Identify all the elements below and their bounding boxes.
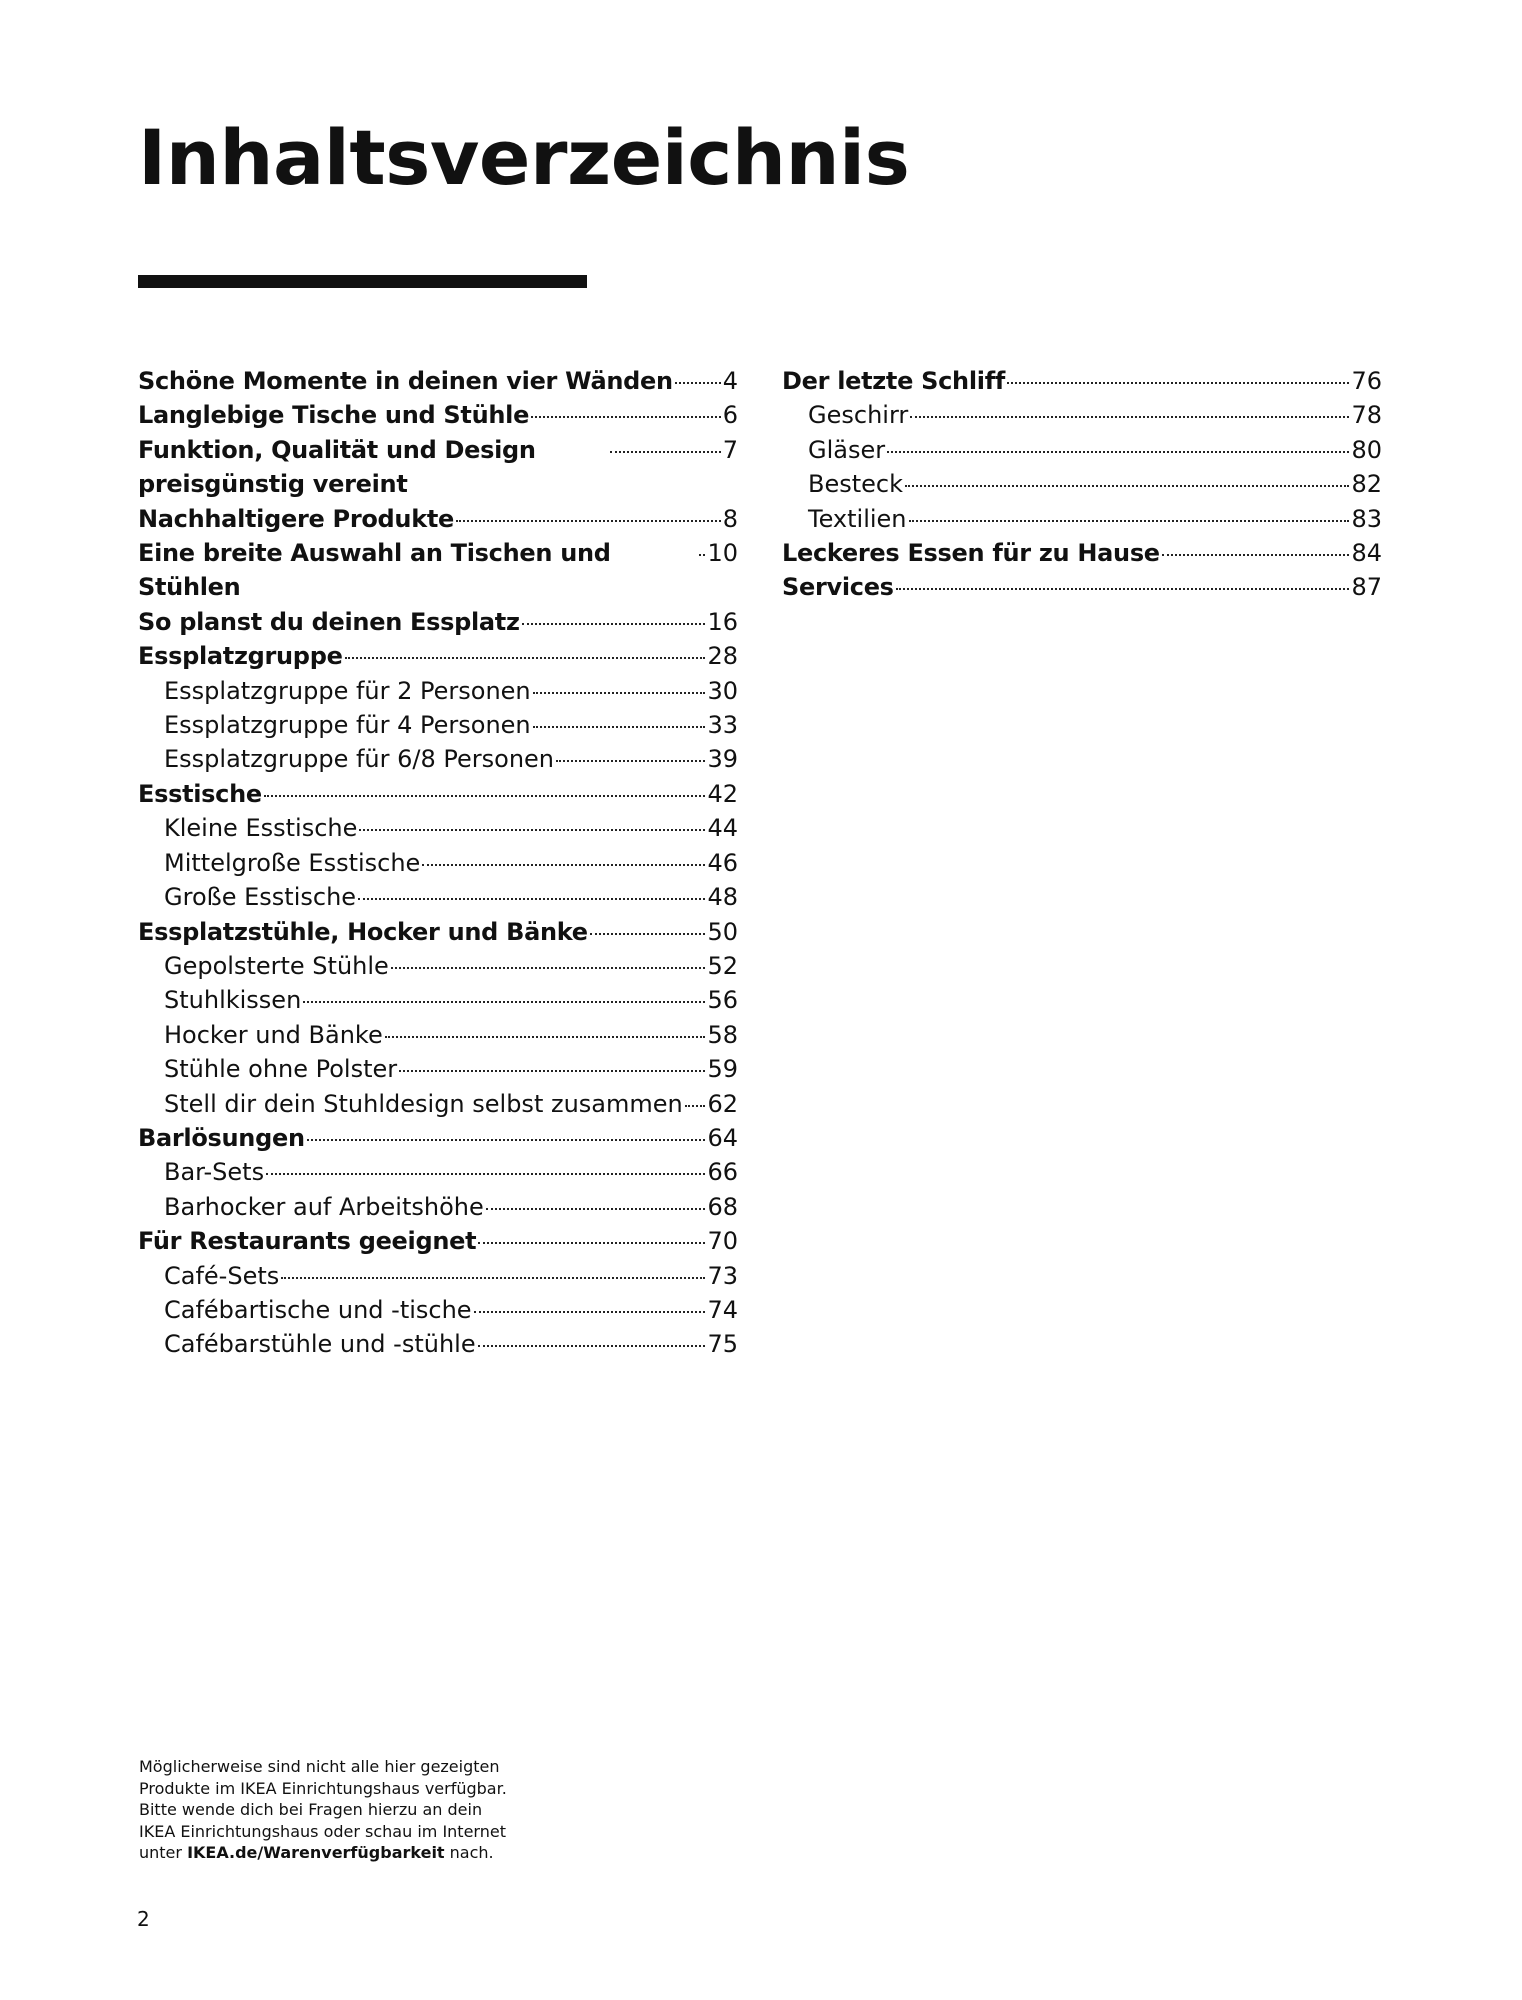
toc-dot-leader: [307, 1139, 706, 1141]
toc-entry-besteck[interactable]: [782, 467, 1382, 501]
toc-entry-label: Textilien: [808, 504, 907, 533]
toc-entry-hocker-und-baenke[interactable]: [138, 1018, 738, 1052]
toc-entry-page-number: 4: [722, 367, 738, 395]
toc-entry-leckeres-essen-fuer-zu-hause[interactable]: [782, 536, 1382, 570]
toc-entry-geschirr[interactable]: [782, 398, 1382, 432]
toc-dot-leader: [345, 657, 706, 659]
toc-dot-leader: [531, 416, 721, 418]
toc-entry-page-number: 64: [707, 1123, 738, 1152]
toc-dot-leader: [1007, 382, 1349, 384]
toc-dot-leader: [422, 864, 705, 866]
toc-entry-page-number: 46: [707, 848, 738, 877]
toc-entry-label: Stell dir dein Stuhldesign selbst zusammen: [164, 1089, 683, 1118]
toc-entry-barloesungen[interactable]: [138, 1121, 738, 1155]
toc-dot-leader: [556, 760, 705, 762]
toc-entry-label: Nachhaltigere Produkte: [138, 504, 455, 533]
toc-dot-leader: [610, 451, 721, 453]
toc-entry-fuer-restaurants-geeignet[interactable]: [138, 1224, 738, 1258]
toc-entry-textilien[interactable]: [782, 502, 1382, 536]
toc-dot-leader: [385, 1036, 706, 1038]
toc-dot-leader: [533, 692, 706, 694]
toc-entry-funktion-qualitaet-und-design-preisguenstig-vereint[interactable]: [138, 433, 738, 502]
page-number: 2: [137, 1907, 150, 1931]
toc-entry-page-number: 68: [707, 1192, 738, 1221]
toc-entry-label: Leckeres Essen für zu Hause: [782, 539, 1160, 568]
toc-entry-page-number: 7: [722, 435, 738, 464]
toc-dot-leader: [264, 795, 706, 797]
toc-entry-kleine-esstische[interactable]: [138, 811, 738, 845]
toc-dot-leader: [474, 1311, 706, 1313]
toc-entry-langlebige-tische-und-stuehle[interactable]: [138, 398, 738, 432]
toc-entry-label: Stühle ohne Polster: [164, 1055, 398, 1084]
toc-entry-mittelgrosse-esstische[interactable]: [138, 846, 738, 880]
toc-entry-label: Kleine Esstische: [164, 814, 358, 843]
toc-entry-page-number: 70: [707, 1227, 738, 1256]
toc-entry-page-number: 73: [707, 1261, 738, 1290]
toc-dot-leader: [456, 520, 721, 522]
toc-entry-bar-sets[interactable]: [138, 1155, 738, 1189]
availability-link[interactable]: IKEA.de/Warenverfügbarkeit: [187, 1843, 445, 1863]
toc-entry-page-number: 33: [707, 711, 738, 740]
toc-entry-page-number: 8: [722, 504, 738, 533]
toc-entry-label: Essplatzstühle, Hocker und Bänke: [138, 917, 588, 946]
toc-entry-label: Geschirr: [808, 401, 909, 430]
toc-entry-essplatzgruppe-fuer-2-personen[interactable]: [138, 674, 738, 708]
toc-dot-leader: [478, 1242, 705, 1244]
toc-entry-label: Funktion, Qualität und Design preisgünstig vereint: [138, 435, 536, 499]
toc-entry-label: Barlösungen: [138, 1123, 305, 1152]
toc-dot-leader: [590, 933, 706, 935]
toc-entry-essplatzstuehle-hocker-und-baenke[interactable]: [138, 915, 738, 949]
toc-entry-page-number: 50: [707, 917, 738, 946]
toc-entry-label: Essplatzgruppe: [138, 642, 343, 671]
toc-dot-leader: [675, 382, 721, 384]
toc-entry-cafebartische-und-tische[interactable]: [138, 1293, 738, 1327]
toc-dot-leader: [391, 967, 706, 969]
toc-dot-leader: [486, 1208, 706, 1210]
toc-dot-leader: [303, 1001, 705, 1003]
toc-dot-leader: [266, 1173, 705, 1175]
toc-entry-page-number: 83: [1351, 504, 1382, 533]
toc-dot-leader: [699, 554, 705, 556]
toc-dot-leader: [896, 588, 1350, 590]
toc-entry-page-number: 62: [707, 1089, 738, 1118]
toc-entry-stuhlkissen[interactable]: [138, 983, 738, 1017]
toc-entry-label: Cafébartische und -tische: [164, 1295, 472, 1324]
toc-entry-cafe-sets[interactable]: [138, 1259, 738, 1293]
toc-entry-cafebarstuehle-und-stuehle[interactable]: [138, 1327, 738, 1361]
toc-dot-leader: [909, 520, 1350, 522]
toc-dot-leader: [281, 1277, 705, 1279]
toc-entry-services[interactable]: [782, 570, 1382, 604]
toc-entry-label: Esstische: [138, 779, 262, 808]
footnote-line-prefix: unter: [139, 1843, 188, 1863]
toc-entry-label: Der letzte Schliff: [782, 367, 1005, 395]
toc-entry-essplatzgruppe[interactable]: [138, 639, 738, 673]
toc-entry-der-letzte-schliff[interactable]: [782, 364, 1382, 398]
toc-dot-leader: [905, 485, 1349, 487]
toc-column-left: [138, 364, 738, 1362]
title-underline-bar: [138, 275, 587, 288]
toc-entry-label: Große Esstische: [164, 883, 357, 912]
toc-dot-leader: [399, 1070, 705, 1072]
toc-entry-page-number: 56: [707, 986, 738, 1015]
toc-entry-label: Gepolsterte Stühle: [164, 951, 389, 980]
toc-entry-page-number: 80: [1351, 435, 1382, 464]
toc-entry-page-number: 10: [707, 539, 738, 568]
toc-entry-label: Langlebige Tische und Stühle: [138, 401, 530, 430]
toc-entry-page-number: 74: [707, 1295, 738, 1324]
toc-entry-page-number: 16: [707, 607, 738, 636]
toc-entry-glaeser[interactable]: [782, 433, 1382, 467]
toc-entry-page-number: 6: [722, 401, 738, 430]
toc-entry-page-number: 59: [707, 1055, 738, 1084]
toc-entry-label: Services: [782, 573, 894, 602]
toc-entry-label: Café-Sets: [164, 1261, 280, 1290]
toc-entry-page-number: 58: [707, 1020, 738, 1049]
toc-entry-nachhaltigere-produkte[interactable]: [138, 502, 738, 536]
toc-entry-label: So planst du deinen Essplatz: [138, 607, 520, 636]
toc-entry-schoene-momente-in-deinen-vier-waenden[interactable]: [138, 364, 738, 398]
toc-entry-label: Barhocker auf Arbeitshöhe: [164, 1192, 484, 1221]
footnote-line-suffix: nach.: [444, 1843, 494, 1863]
toc-entry-page-number: 82: [1351, 470, 1382, 499]
toc-entry-page-number: 75: [707, 1330, 738, 1359]
toc-entry-page-number: 76: [1351, 367, 1382, 395]
toc-dot-leader: [1162, 554, 1350, 556]
toc-entry-label: Besteck: [808, 470, 904, 499]
toc-entry-essplatzgruppe-fuer-4-personen[interactable]: [138, 708, 738, 742]
toc-entry-label: Essplatzgruppe für 4 Personen: [164, 711, 531, 740]
toc-entry-page-number: 39: [707, 745, 738, 774]
toc-entry-stuehle-ohne-polster[interactable]: [138, 1052, 738, 1086]
toc-entry-stell-dir-dein-stuhldesign-selbst-zusammen[interactable]: [138, 1087, 738, 1121]
toc-column-right: [782, 364, 1382, 605]
toc-entry-page-number: 87: [1351, 573, 1382, 602]
toc-entry-barhocker-auf-arbeitshoehe[interactable]: [138, 1190, 738, 1224]
toc-entry-label: Für Restaurants geeignet: [138, 1227, 477, 1256]
toc-entry-page-number: 78: [1351, 401, 1382, 430]
toc-entry-eine-breite-auswahl-an-tischen-und-stuehlen[interactable]: [138, 536, 738, 605]
toc-entry-label: Hocker und Bänke: [164, 1020, 383, 1049]
toc-entry-grosse-esstische[interactable]: [138, 880, 738, 914]
toc-entry-label: Eine breite Auswahl an Tischen und Stühlen: [138, 539, 611, 602]
toc-entry-label: Essplatzgruppe für 6/8 Personen: [164, 745, 554, 774]
toc-entry-label: Cafébarstühle und -stühle: [164, 1330, 476, 1359]
toc-dot-leader: [478, 1345, 706, 1347]
toc-dot-leader: [685, 1105, 706, 1107]
toc-entry-page-number: 66: [707, 1158, 738, 1187]
toc-entry-page-number: 28: [707, 642, 738, 671]
footnote-line: Produkte im IKEA Einrichtungshaus verfügbar.: [139, 1778, 507, 1798]
toc-entry-label: Schöne Momente in deinen vier Wänden: [138, 367, 673, 395]
toc-entry-label: Stuhlkissen: [164, 986, 302, 1015]
toc-entry-so-planst-du-deinen-essplatz[interactable]: [138, 605, 738, 639]
footnote-line: Bitte wende dich bei Fragen hierzu an dein: [139, 1800, 483, 1820]
toc-entry-label: Bar-Sets: [164, 1158, 265, 1187]
toc-entry-page-number: 52: [707, 951, 738, 980]
toc-entry-gepolsterte-stuehle[interactable]: [138, 949, 738, 983]
toc-dot-leader: [359, 829, 705, 831]
toc-entry-essplatzgruppe-fuer-6-8-personen[interactable]: [138, 742, 738, 776]
footnote-line: Möglicherweise sind nicht alle hier gezeigten: [139, 1757, 500, 1776]
toc-dot-leader: [910, 416, 1349, 418]
toc-dot-leader: [533, 726, 706, 728]
toc-entry-esstische[interactable]: [138, 777, 738, 811]
availability-footnote: [139, 1756, 569, 1864]
toc-entry-label: Essplatzgruppe für 2 Personen: [164, 676, 531, 705]
footnote-line: IKEA Einrichtungshaus oder schau im Internet: [139, 1821, 506, 1841]
toc-entry-page-number: 48: [707, 883, 738, 912]
toc-entry-page-number: 42: [707, 779, 738, 808]
page-title: Inhaltsverzeichnis: [138, 113, 910, 202]
toc-entry-page-number: 44: [707, 814, 738, 843]
toc-dot-leader: [522, 623, 706, 625]
toc-entry-label: Mittelgroße Esstische: [164, 848, 421, 877]
toc-dot-leader: [887, 451, 1349, 453]
toc-entry-label: Gläser: [808, 435, 886, 464]
toc-dot-leader: [358, 898, 705, 900]
toc-entry-page-number: 30: [707, 676, 738, 705]
toc-entry-page-number: 84: [1351, 539, 1382, 568]
